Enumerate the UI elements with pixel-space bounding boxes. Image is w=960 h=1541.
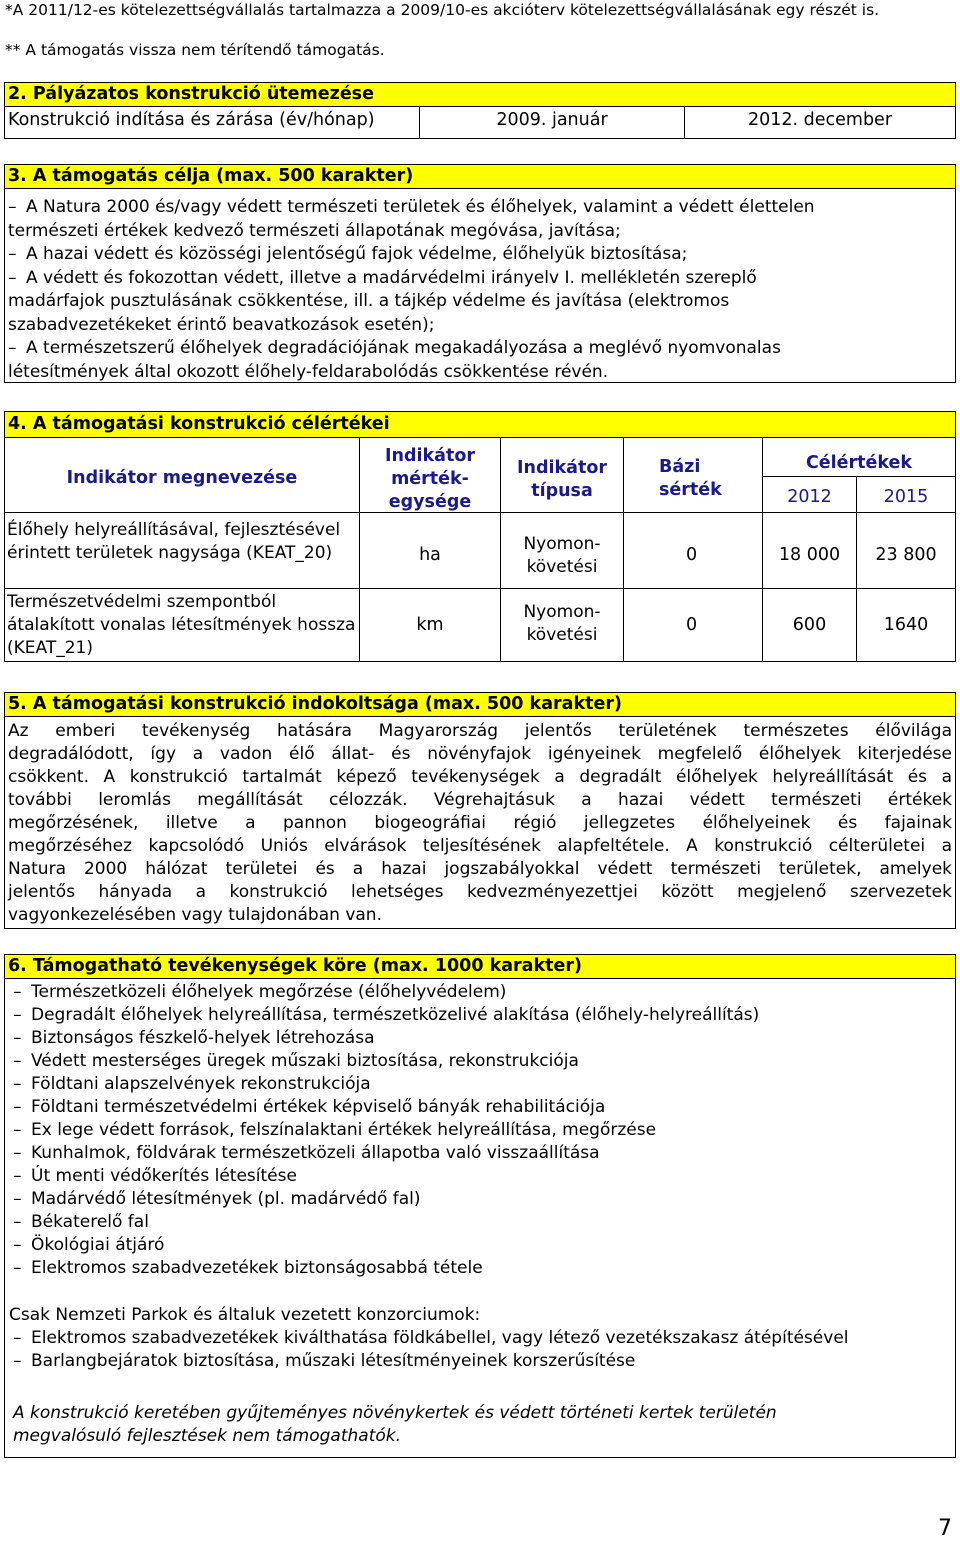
section-2-title: 2. Pályázatos konstrukció ütemezése — [4, 82, 956, 107]
activity-item-text: Biztonságos fészkelő-helyek létrehozása — [31, 1028, 375, 1048]
goal-line-text: szabadvezetékeket érintő beavatkozások esetén); — [8, 314, 435, 335]
goal-line-text: A Natura 2000 és/vagy védett természeti területek és élőhelyek, valamint a védett élettelen — [26, 197, 815, 217]
dash-bullet: – — [13, 1005, 22, 1025]
header-2015: 2015 — [856, 476, 956, 513]
goal-line-text: A védett és fokozottan védett, illetve a madárvédelmi irányelv I. mellékletén szereplő — [26, 267, 757, 288]
activity-item — [9, 1142, 955, 1165]
activity-item-text: Kunhalmok, földvárak természetközeli állapotba való visszaállítása — [31, 1143, 600, 1163]
row-2-2015: 1640 — [856, 588, 956, 662]
activity-item-text: Békaterelő fal — [31, 1212, 149, 1232]
activity-item-text: Út menti védőkerítés létesítése — [31, 1166, 297, 1186]
dash-bullet: – — [8, 197, 17, 217]
justification-line: jelentős hányada a konstrukció lehetséges kedvezményezettjei között megjelenő szervezetek — [8, 882, 952, 902]
row-1-type: Nyomon-követési — [500, 512, 624, 589]
activity-item — [9, 1119, 955, 1142]
activity-item — [9, 1050, 955, 1073]
section-6-body — [4, 978, 956, 1458]
footnote-2: ** A támogatás vissza nem térítendő támogatás. — [5, 41, 385, 59]
page-number: 7 — [938, 1516, 952, 1541]
section-3-body — [4, 188, 956, 383]
dash-bullet: – — [8, 338, 17, 358]
activity-item-text: Ex lege védett források, felszínalaktani értékek helyreállítása, megőrzése — [31, 1120, 657, 1140]
row-2-type: Nyomon-követési — [500, 588, 624, 662]
header-base-value: Bázi sérték — [623, 437, 763, 513]
goal-line-text: természeti értékek kedvező természeti állapotának megóvása, javítása; — [8, 220, 621, 241]
activity-item — [9, 1073, 955, 1096]
dash-bullet: – — [13, 1212, 22, 1232]
dash-bullet: – — [13, 1074, 22, 1094]
activity-item — [9, 1165, 955, 1188]
goal-line-text: A természetszerű élőhelyek degradációjának megakadályozása a meglévő nyomvonalas — [26, 338, 781, 358]
activity-item — [9, 1096, 955, 1119]
header-indicator-unit: Indikátor mérték-egysége — [359, 437, 501, 513]
dash-bullet: – — [8, 244, 17, 264]
row-2-base: 0 — [623, 588, 763, 662]
goal-line — [5, 267, 955, 291]
goal-line — [5, 196, 955, 220]
footnote-1: *A 2011/12-es kötelezettségvállalás tartalmazza a 2009/10-es akcióterv kötelezettségvállalásának egy részét is. — [5, 1, 880, 19]
header-targets: Célértékek — [762, 437, 956, 477]
activity-item-text: Madárvédő létesítmények (pl. madárvédő fal) — [31, 1189, 421, 1209]
dash-bullet: – — [13, 1028, 22, 1048]
row-1-base: 0 — [623, 512, 763, 589]
section-5-title: 5. A támogatási konstrukció indokoltsága (max. 500 karakter) — [4, 692, 956, 717]
dash-bullet: – — [13, 1351, 22, 1371]
goal-line — [5, 314, 955, 338]
dash-bullet: – — [13, 1097, 22, 1117]
schedule-start: 2009. január — [419, 106, 685, 139]
dash-bullet: – — [13, 1120, 22, 1140]
national-park-item-text: Barlangbejáratok biztosítása, műszaki létesítményeinek korszerűsítése — [31, 1351, 636, 1371]
schedule-label: Konstrukció indítása és zárása (év/hónap) — [4, 106, 420, 139]
justification-line: megőrzéséhez kapcsolódó Uniós elvárások teljesítésének alapfeltétele. A konstrukció célterületei a — [8, 836, 952, 856]
activity-item-text: Természetközeli élőhelyek megőrzése (élőhelyvédelem) — [31, 982, 507, 1002]
justification-line: további leromlás megállítását célozzák. Végrehajtásuk a hazai védett természeti értékek — [8, 790, 952, 810]
activity-item-text: Elektromos szabadvezetékek biztonságosabbá tétele — [31, 1258, 483, 1278]
exclusion-note-line: megvalósuló fejlesztések nem támogathatók. — [13, 1426, 402, 1446]
activity-item — [9, 981, 955, 1004]
dash-bullet: – — [13, 1235, 22, 1255]
activity-item — [9, 1234, 955, 1257]
exclusion-note-line: A konstrukció keretében gyűjteményes növénykertek és védett történeti kertek területén — [13, 1403, 777, 1423]
justification-line: csökkent. A konstrukció tartalmát képező tevékenységek a degradált élőhelyek helyreállítását és a — [8, 767, 952, 787]
activity-item — [9, 1211, 955, 1234]
header-indicator-name: Indikátor megnevezése — [4, 437, 360, 513]
activity-item — [9, 1257, 955, 1280]
national-park-item — [9, 1327, 955, 1350]
schedule-end: 2012. december — [684, 106, 956, 139]
national-park-item-text: Elektromos szabadvezetékek kiválthatása földkábellel, vagy létező vezetékszakasz átépítésével — [31, 1328, 849, 1348]
section-6-title: 6. Támogatható tevékenységek köre (max. 1000 karakter) — [4, 954, 956, 979]
national-park-item — [9, 1350, 955, 1373]
dash-bullet: – — [13, 1189, 22, 1209]
row-1-2012: 18 000 — [762, 512, 857, 589]
section-3-title: 3. A támogatás célja (max. 500 karakter) — [4, 164, 956, 189]
row-2-unit: km — [359, 588, 501, 662]
activity-item-text: Védett mesterséges üregek műszaki biztosítása, rekonstrukciója — [31, 1051, 579, 1071]
activity-item-text: Degradált élőhelyek helyreállítása, természetközelivé alakítása (élőhely-helyreállítás) — [31, 1005, 760, 1025]
justification-line: degradálódott, így a vadon élő állat- és növényfajok igényeinek megfelelő élőhelyek kiterjedése — [8, 744, 952, 764]
justification-line: Natura 2000 hálózat területei és a hazai jogszabályokkal védett természeti területek, amelyek — [8, 859, 952, 879]
header-2012: 2012 — [762, 476, 857, 513]
goal-line — [5, 290, 955, 314]
dash-bullet: – — [13, 982, 22, 1002]
activity-item — [9, 1188, 955, 1211]
dash-bullet: – — [13, 1258, 22, 1278]
goal-line — [5, 220, 955, 244]
row-1-name: Élőhely helyreállításával, fejlesztésével érintett területek nagysága (KEAT_20) — [4, 512, 360, 589]
goal-line — [5, 337, 955, 361]
section-5-body — [4, 716, 956, 929]
goal-line-text: létesítmények által okozott élőhely-feldarabolódás csökkentése révén. — [8, 361, 609, 382]
header-indicator-type: Indikátor típusa — [500, 437, 624, 513]
dash-bullet: – — [13, 1166, 22, 1186]
dash-bullet: – — [13, 1328, 22, 1348]
activity-item-text: Földtani természetvédelmi értékek képviselő bányák rehabilitációja — [31, 1097, 606, 1117]
activity-item — [9, 1027, 955, 1050]
section-4-title: 4. A támogatási konstrukció célértékei — [4, 411, 956, 438]
dash-bullet: – — [8, 267, 17, 288]
goal-line-text: A hazai védett és közösségi jelentőségű fajok védelme, élőhelyük biztosítása; — [26, 244, 688, 264]
row-2-2012: 600 — [762, 588, 857, 662]
row-1-unit: ha — [359, 512, 501, 589]
justification-line: vagyonkezelésében vagy tulajdonában van. — [8, 905, 382, 925]
national-parks-heading: Csak Nemzeti Parkok és általuk vezetett konzorciumok: — [9, 1305, 481, 1325]
row-2-name: Természetvédelmi szempontból átalakított vonalas létesítmények hossza (KEAT_21) — [4, 588, 360, 662]
row-1-2015: 23 800 — [856, 512, 956, 589]
dash-bullet: – — [13, 1051, 22, 1071]
activity-item-text: Földtani alapszelvények rekonstrukciója — [31, 1074, 371, 1094]
goal-line — [5, 361, 955, 385]
dash-bullet: – — [13, 1143, 22, 1163]
justification-line: Az emberi tevékenység hatására Magyarország jelentős területének természetes élővilága — [8, 721, 952, 741]
activity-item-text: Ökológiai átjáró — [31, 1235, 165, 1255]
activity-item — [9, 1004, 955, 1027]
goal-line-text: madárfajok pusztulásának csökkentése, ill. a tájkép védelme és javítása (elektromos — [8, 291, 730, 311]
justification-line: megőrzésének, illetve a pannon biogeográfiai régió jellegzetes élőhelyeinek és fajainak — [8, 813, 952, 833]
goal-line — [5, 243, 955, 267]
